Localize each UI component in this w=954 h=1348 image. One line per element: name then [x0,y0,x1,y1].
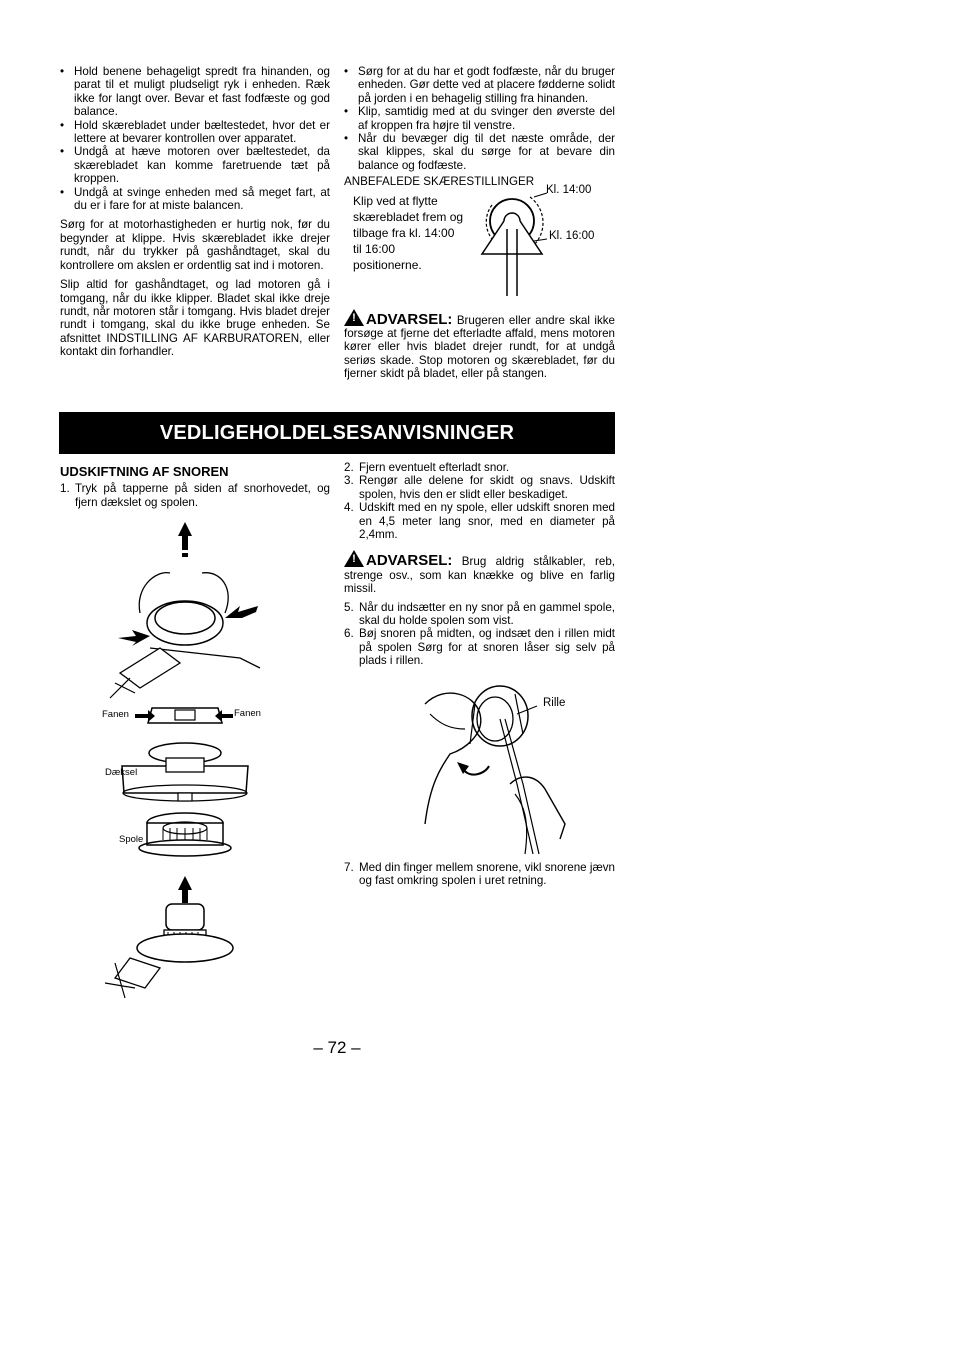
steps-list-4 [344,861,615,888]
label-rille: Rille [543,697,566,709]
bullet-item: • Når du bevæger dig til det næste område, der skal klippes, skal du sørge for at bevare din balance og fodfæste. [344,132,615,172]
step-text: Fjern eventuelt efterladt snor. [359,461,510,474]
steps-list-3 [344,601,615,668]
bullet-item: • Undgå at hæve motoren over bæltestedet, da skærebladet kan komme faretruende tæt på kroppen. [60,145,330,185]
bullet-item: • Klip, samtidig med at du svinger den øverste del af kroppen fra højre til venstre. [344,105,615,132]
step-text: Bøj snoren på midten, og indsæt den i rillen midt på spolen Sørg for at snoren låser sig selv på plads i rillen. [359,627,615,668]
cutting-instruction: Klip ved at flytte skærebladet frem og tilbage fra kl. 14:00 til 16:00 positionerne. [353,193,464,272]
label-spole: Spole [119,834,144,845]
step-text: Rengør alle delene for skidt og snavs. Udskift spolen, hvis den er slidt eller beskadiget. [359,474,615,501]
step-text: Med din finger mellem snorene, vikl snorene jævn og fast omkring spolen i uret retning. [359,861,615,888]
step-text: Udskift med en ny spole, eller udskift snoren med en 4,5 meter lang snor, med en diameter på 2,4mm. [359,501,615,542]
step-item [344,474,615,501]
steps-list-2 [344,461,615,541]
step-text: Når du indsætter en ny snor på en gammel spole, skal du holde spolen som vist. [359,600,615,628]
step-number: 5. [344,600,354,614]
warning-icon: ! [344,550,364,567]
paragraph-speed: Sørg for at motorhastigheden er hurtig nok, før du begynder at klippe. Hvis skærebladet ikke drejer rundt, når du trykker på gashåndtaget, skal du kontrollere om akslen er ordentlig sat ind i motoren. [60,218,330,272]
label-daeksel: Dæksel [105,767,138,778]
bullet-item: • Hold skærebladet under bæltestedet, hvor det er lettere at bevarer kontrollen over apparatet. [60,119,330,146]
step-item [60,482,330,509]
label-fanen-right: Fanen [234,708,261,719]
warning-icon: ! [344,309,364,326]
warning-text: Brug aldrig stålkabler, reb, strenge osv., som kan knække og blive en farlig missil. [344,555,615,596]
warning-debris [344,309,615,381]
step-number: 4. [344,501,354,515]
subheading-line-replacement: UDSKIFTNING AF SNOREN [60,464,229,479]
left-top-column [60,65,330,359]
right-top-column [344,65,615,381]
step-item [344,627,615,667]
bullet-item: • Undgå at svinge enheden med så meget fart, at du er i fare for at miste balancen. [60,186,330,213]
page-number: – 72 – [313,1038,361,1057]
step-item [344,501,615,541]
warning-word: ADVARSEL: [366,310,453,328]
step-number: 1. [60,482,70,496]
warning-word: ADVARSEL: [366,552,453,570]
bullet-item: • Hold benene behageligt spredt fra hinanden, og parat til et muligt pludseligt ryk i enheden. Ræk ikke for langt over. Bevar et fast fodfæste og god balance. [60,65,330,119]
clock-position-diagram [472,191,552,301]
warning-cables [344,550,615,595]
label-kl-1600: Kl. 16:00 [549,229,595,242]
safety-bullets-right [344,65,615,172]
label-fanen-left: Fanen [102,709,129,720]
label-kl-1400: Kl. 14:00 [546,183,592,196]
step-number: 3. [344,474,354,488]
left-bottom-column [60,465,330,509]
right-bottom-step7 [344,861,615,888]
safety-bullets-left [60,65,330,212]
step-text: Tryk på tapperne på siden af snorhovedet, og fjern dækslet og spolen. [75,482,330,509]
step-number: 2. [344,461,354,474]
step-item [344,601,615,628]
trimmer-head-illustration [100,518,270,1008]
step-item [344,861,615,888]
section-heading: VEDLIGEHOLDELSESANVISNINGER [59,412,615,454]
step-item [344,461,615,474]
step-number: 6. [344,627,354,641]
bullet-item: • Sørg for at du har et godt fodfæste, når du bruger enheden. Gør dette ved at placere fødderne solidt på jorden i en behagelig stilling fra hinanden. [344,65,615,105]
cutting-positions-title: ANBEFALEDE SKÆRESTILLINGER [344,175,535,189]
cutting-positions-figure [344,183,615,299]
right-bottom-column [344,461,615,668]
steps-list-1 [60,482,330,509]
warning-text: Brugeren eller andre skal ikke forsøge at fjerne det efterladte affald, mens motoren kører eller hvis bladet drejer rundt, for at undgå seriøs skade. Stop motoren og skærebladet, før du fjerner skidt på bladet, eller på stangen. [344,313,615,381]
step-number: 7. [344,861,354,874]
paragraph-idle: Slip altid for gashåndtaget, og lad motoren gå i tomgang, når du ikke klipper. Bladet skal ikke dreje rundt, når motoren står i tomgang. Hvis bladet drejer rundt i tomgang, skal du ikke bruge enheden. Se afsnittet INDSTILLING AF KARBURATOREN, eller kontakt din forhandler. [60,278,330,359]
